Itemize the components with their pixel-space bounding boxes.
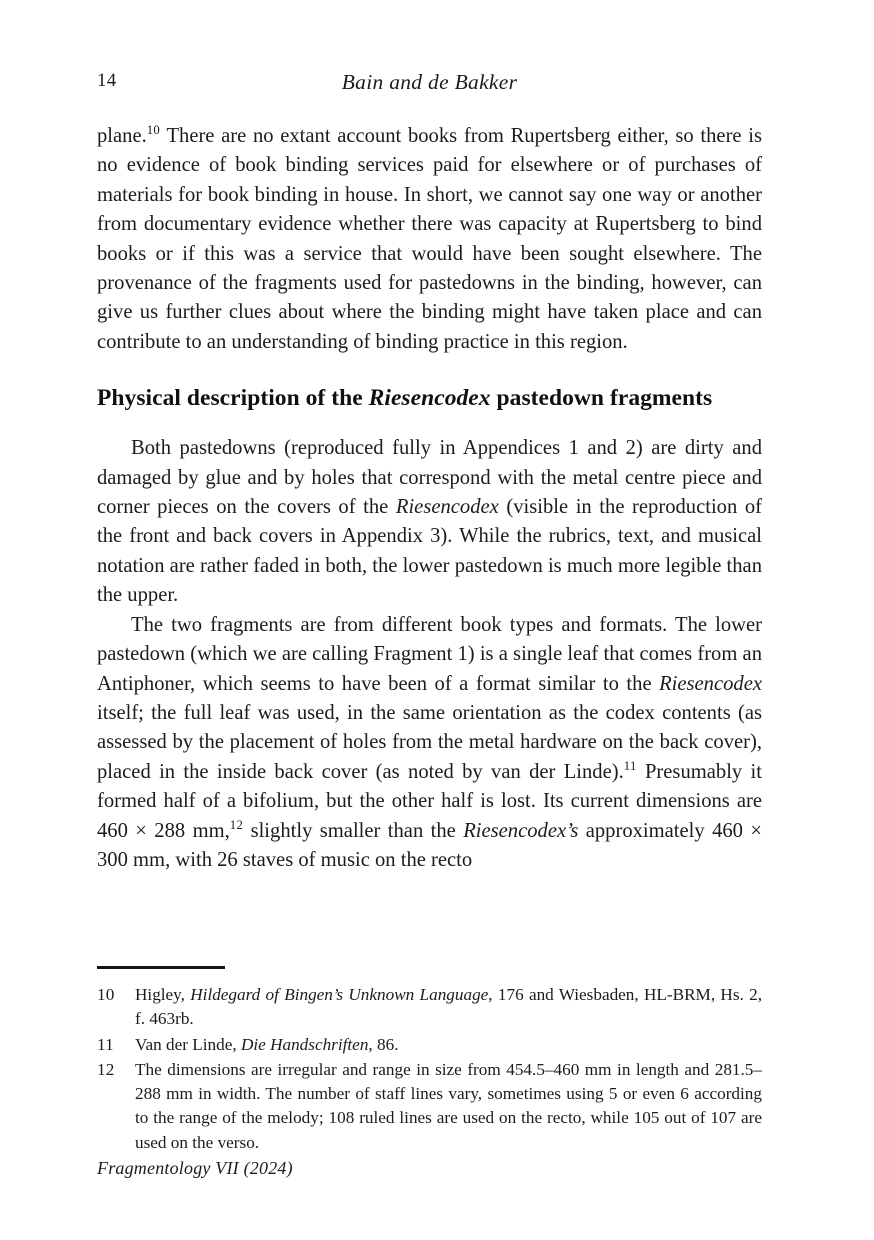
footnote-ref-10[interactable]: 10 [146, 123, 161, 138]
paragraph-3-italic-riesencodex-2: Riesencodex’s [463, 819, 579, 842]
footnote-10-number: 10 [97, 985, 115, 1004]
footnote-10-seg1: Higley, [135, 985, 191, 1004]
paragraph-3-italic-riesencodex-1: Riesencodex [659, 672, 762, 695]
section-heading-italic-term: Riesencodex [368, 385, 491, 412]
footer-year: (2024) [243, 1158, 293, 1178]
paragraph-2-seg2: (visible in the reproduction of the front and back covers in Appendix 3). While the rubrics, text, and musical notation are rather faded in both, the lower pastedown is much more legible than the upper. [97, 496, 762, 607]
paragraph-3-seg4: slightly smaller than the [243, 819, 464, 842]
paragraph-1-after-ref: There are no extant account books from Rupertsberg either, so there is no evidence of book binding services paid for elsewhere or of purchases of materials for book binding in house. In short, we cannot say one way or another from documentary evidence whether there was capacity at Rupertsberg to bind books or if this was a service that would have been sought elsewhere. The provenance of the fragments used for pastedowns in the binding, however, can give us further clues about where the binding might have taken place and can contribute to an understanding of binding practice in this region. [97, 125, 762, 353]
page-number: 14 [97, 70, 117, 91]
footnote-11-seg2: , 86. [368, 1034, 399, 1054]
paragraph-3-seg3: Presumably it formed half of a bifolium, but the other half is lost. Its current dimensions are 460 × 288 mm, [97, 760, 762, 842]
footnote-12 [97, 1058, 762, 1155]
spacer-after-heading [97, 414, 762, 434]
footnote-11-italic-title: Die Handschriften [240, 1034, 369, 1054]
paragraph-3-seg2: itself; the full leaf was used, in the same orientation as the codex contents (as assessed by the placement of holes from the metal hardware on the back cover), placed in the inside back cover (as noted by van der Linde). [97, 701, 762, 783]
section-heading-part2: pastedown fragments [490, 385, 713, 412]
section-heading-part1: Physical description of the [97, 385, 369, 412]
footnote-12-number: 12 [97, 1059, 115, 1079]
paragraph-2 [97, 434, 762, 610]
footnote-separator-rule [97, 966, 225, 969]
footnote-10 [97, 983, 762, 1032]
paragraph-3 [97, 611, 762, 876]
footnote-11 [97, 1033, 762, 1057]
footnote-11-seg1: Van der Linde, [135, 1034, 241, 1054]
footer-volume: VII [215, 1158, 239, 1178]
paragraph-1 [97, 122, 762, 357]
running-head [97, 70, 762, 96]
paragraph-2-italic-riesencodex: Riesencodex [395, 496, 499, 519]
footnote-10-seg2: , 176 and Wiesbaden, HL-BRM, Hs. 2, f. 463rb. [135, 985, 762, 1029]
footnotes-section [97, 966, 762, 1156]
footnote-12-seg1: The dimensions are irregular and range in size from 454.5–460 mm in length and 281.5–288 mm in width. The number of staff lines vary, sometimes using 5 or even 6 according to the range of the melody; 108 ruled lines are used on the recto, while 105 out of 107 are used on the verso. [135, 1059, 762, 1152]
body-text-block [97, 122, 762, 875]
footnote-10-italic-title: Hildegard of Bingen’s Unknown Language [190, 985, 489, 1004]
spacer-before-heading [97, 357, 762, 383]
footer-journal-title: Fragmentology [97, 1158, 211, 1178]
section-heading [97, 383, 762, 414]
footnote-ref-12[interactable]: 12 [229, 817, 244, 832]
footnote-ref-11[interactable]: 11 [623, 758, 637, 773]
paragraph-2-seg1: Both pastedowns (reproduced fully in Appendices 1 and 2) are dirty and damaged by glue and by holes that correspond with the metal centre piece and corner pieces on the covers of the [97, 437, 762, 519]
paragraph-3-seg5: approximately 460 × 300 mm, with 26 staves of music on the recto [97, 819, 762, 871]
page-footer [97, 1158, 293, 1179]
paragraph-1-before-ref: plane. [97, 125, 147, 147]
footnote-11-number: 11 [97, 1034, 114, 1054]
paragraph-3-seg1: The two fragments are from different book types and formats. The lower pastedown (which we are calling Fragment 1) is a single leaf that comes from an Antiphoner, which seems to have been of a format similar to the [97, 613, 762, 695]
running-head-title: Bain and de Bakker [341, 70, 518, 94]
